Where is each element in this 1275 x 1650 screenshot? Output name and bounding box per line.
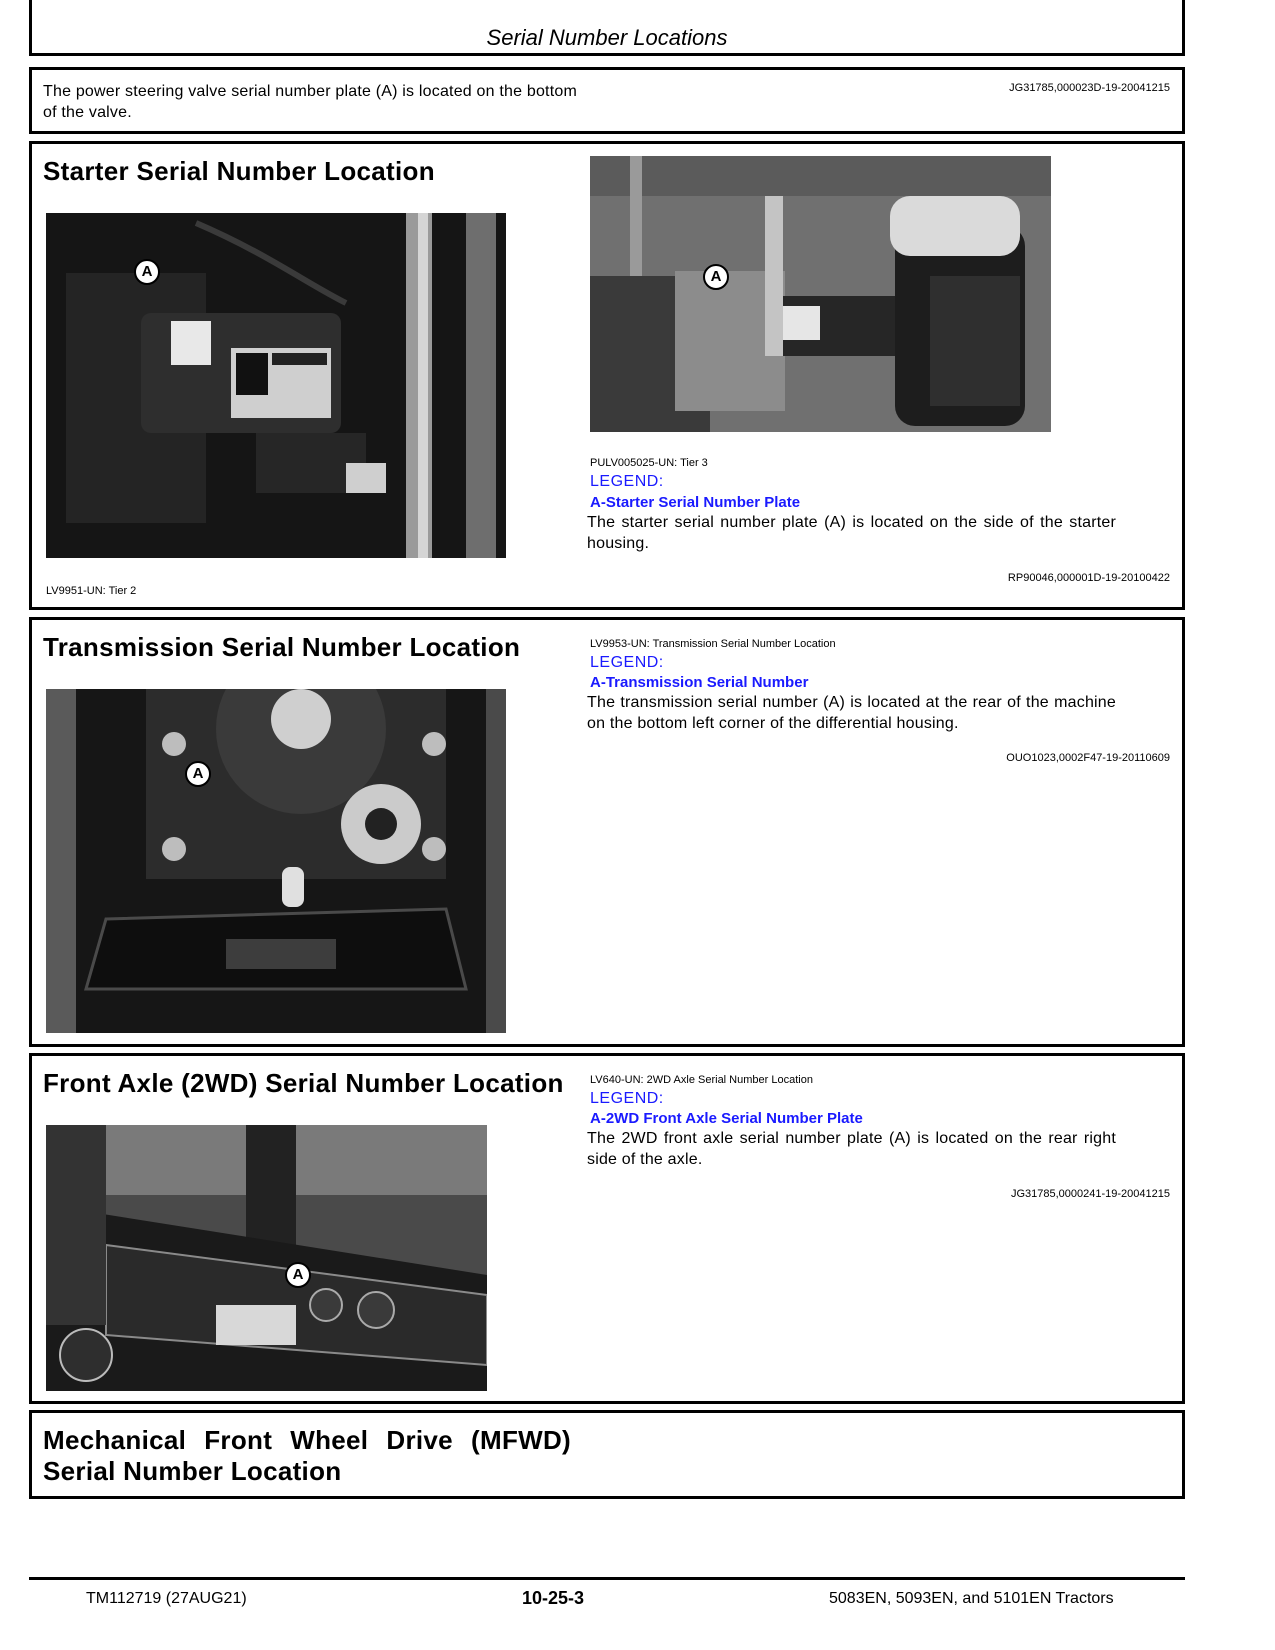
transmission-photo-caption: LV9953-UN: Transmission Serial Number Location: [590, 638, 836, 650]
footer-page-number: 10-25-3: [522, 1588, 585, 1608]
footer-model: 5083EN, 5093EN, and 5101EN Tractors: [829, 1590, 1114, 1607]
front-axle-heading: Front Axle (2WD) Serial Number Location: [43, 1068, 564, 1098]
front-axle-callout-a: A: [285, 1262, 311, 1288]
starter-photo2-callout-a: A: [703, 264, 729, 290]
steering-section: [29, 67, 1185, 134]
page-header: [29, 0, 1185, 56]
starter-callout-a: A: [134, 259, 160, 285]
front-axle-ref: JG31785,0000241-19-20041215: [1010, 1188, 1170, 1200]
starter-photo2-caption: PULV005025-UN: Tier 3: [590, 457, 708, 469]
transmission-ref: OUO1023,0002F47-19-20110609: [1006, 752, 1170, 764]
steering-text: The power steering valve serial number plate (A) is located on the bottom of the valve.: [43, 83, 577, 121]
starter-legend-title: LEGEND:: [590, 473, 664, 490]
transmission-section: [29, 617, 1185, 1047]
transmission-heading: Transmission Serial Number Location: [43, 632, 521, 662]
footer-rule: [29, 1577, 1185, 1580]
starter-photo-tier3: [590, 156, 1051, 432]
starter-ref: RP90046,000001D-19-20100422: [1007, 572, 1170, 584]
transmission-text: The transmission serial number (A) is located at the rear of the machine on the bottom left corner of the differential housing.: [587, 694, 1116, 732]
front-axle-section: [29, 1053, 1185, 1404]
starter-text: The starter serial number plate (A) is located on the side of the starter housing.: [587, 514, 1116, 552]
transmission-legend-item: A-Transmission Serial Number: [590, 674, 809, 691]
footer-doc-id: TM112719 (27AUG21): [86, 1590, 247, 1607]
starter-section: [29, 141, 1185, 610]
front-axle-photo: [46, 1125, 487, 1391]
front-axle-text: The 2WD front axle serial number plate (A) is located on the rear right side of the axle.: [587, 1130, 1116, 1168]
mfwd-heading-line2: Serial Number Location: [43, 1456, 342, 1486]
transmission-photo: [46, 689, 506, 1033]
transmission-legend-title: LEGEND:: [590, 654, 664, 671]
front-axle-legend-item: A-2WD Front Axle Serial Number Plate: [590, 1110, 863, 1127]
mfwd-heading-line1: Mechanical Front Wheel Drive (MFWD): [43, 1425, 571, 1455]
starter-photo1-caption: LV9951-UN: Tier 2: [46, 585, 137, 597]
transmission-callout-a: A: [185, 761, 211, 787]
front-axle-legend-title: LEGEND:: [590, 1090, 664, 1107]
steering-ref: JG31785,000023D-19-20041215: [1009, 82, 1170, 94]
front-axle-photo-caption: LV640-UN: 2WD Axle Serial Number Location: [590, 1074, 813, 1086]
mfwd-section: [29, 1410, 1185, 1499]
page-title: Serial Number Locations: [486, 25, 728, 50]
starter-photo-tier2: [46, 213, 506, 558]
starter-heading: Starter Serial Number Location: [43, 156, 435, 186]
starter-legend-item: A-Starter Serial Number Plate: [590, 494, 801, 511]
